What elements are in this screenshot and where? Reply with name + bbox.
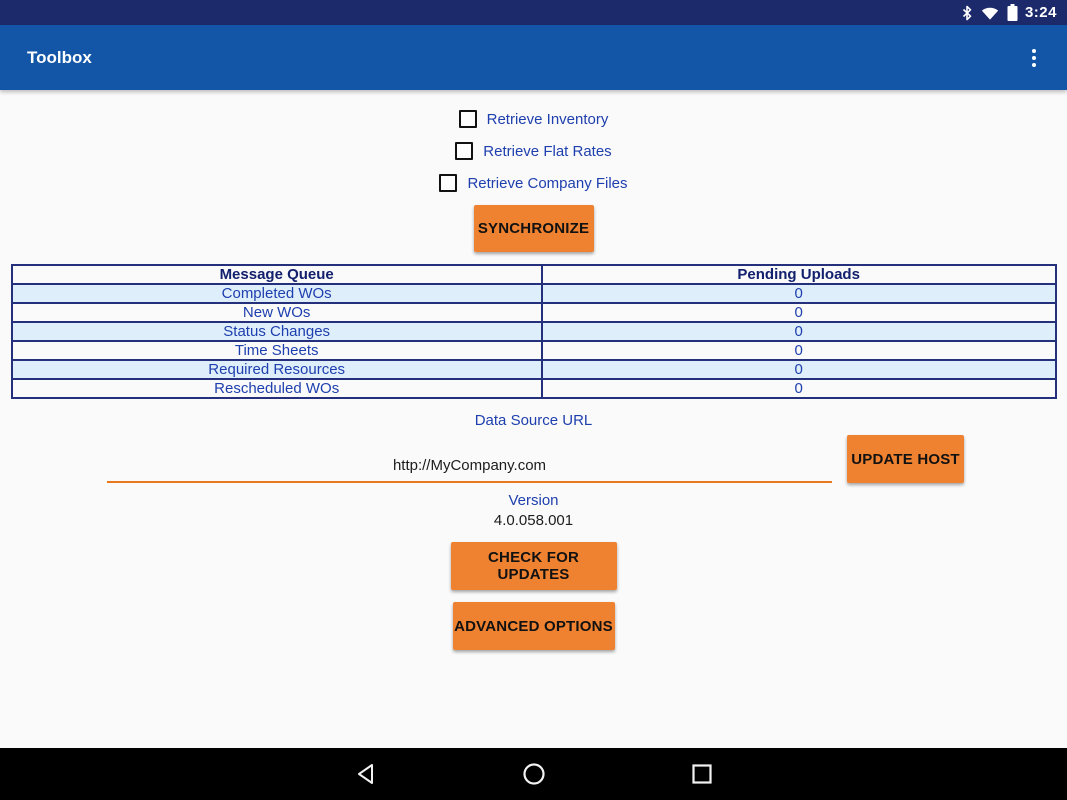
column-header-pending-uploads: Pending Uploads [542, 265, 1056, 284]
version-value: 4.0.058.001 [493, 512, 574, 529]
data-source-row [0, 435, 1067, 483]
queue-count: 0 [542, 284, 1056, 303]
table-row [12, 341, 1056, 360]
queue-count: 0 [542, 303, 1056, 322]
home-icon[interactable] [522, 762, 546, 786]
queue-label: Completed WOs [12, 284, 542, 303]
battery-icon [1007, 4, 1018, 21]
checkbox-row-retrieve-inventory [439, 110, 627, 128]
android-nav-bar [0, 748, 1067, 800]
queue-label: Status Changes [12, 322, 542, 341]
back-icon[interactable] [354, 762, 378, 786]
queue-count: 0 [542, 341, 1056, 360]
check-for-updates-button[interactable]: CHECK FOR UPDATES [451, 542, 617, 590]
version-label: Version [508, 492, 559, 509]
recents-icon[interactable] [690, 762, 714, 786]
checkbox-label[interactable]: Retrieve Inventory [486, 110, 609, 128]
queue-label: Required Resources [12, 360, 542, 379]
advanced-options-button[interactable]: ADVANCED OPTIONS [453, 602, 615, 650]
table-row [12, 379, 1056, 398]
table-row [12, 284, 1056, 303]
queue-count: 0 [542, 360, 1056, 379]
table-row [12, 303, 1056, 322]
checkbox-row-retrieve-flat-rates [439, 142, 627, 160]
synchronize-button[interactable]: SYNCHRONIZE [474, 205, 594, 252]
status-bar [0, 0, 1067, 25]
queue-label: Time Sheets [12, 341, 542, 360]
clock-time: 3:24 [1024, 4, 1057, 21]
table-row [12, 322, 1056, 341]
data-source-url-label: Data Source URL [474, 412, 593, 429]
main-content [0, 90, 1067, 748]
retrieve-inventory-checkbox[interactable] [459, 110, 477, 128]
data-source-url-input[interactable] [107, 449, 832, 483]
table-header-row [12, 265, 1056, 284]
table-row [12, 360, 1056, 379]
checkbox-row-retrieve-company-files [439, 174, 627, 192]
retrieve-company-files-checkbox[interactable] [439, 174, 457, 192]
page-title: Toolbox [27, 47, 92, 67]
bluetooth-icon [961, 5, 973, 21]
queue-count: 0 [542, 379, 1056, 398]
retrieve-flat-rates-checkbox[interactable] [455, 142, 473, 160]
checkbox-label[interactable]: Retrieve Flat Rates [483, 142, 612, 160]
app-bar [0, 25, 1067, 90]
wifi-icon [980, 5, 1000, 21]
checkbox-label[interactable]: Retrieve Company Files [467, 174, 628, 192]
message-queue-table [11, 264, 1057, 399]
queue-label: Rescheduled WOs [12, 379, 542, 398]
sync-options [439, 110, 627, 192]
overflow-menu-icon[interactable] [1019, 38, 1049, 78]
update-host-button[interactable]: UPDATE HOST [847, 435, 964, 483]
queue-count: 0 [542, 322, 1056, 341]
queue-label: New WOs [12, 303, 542, 322]
column-header-message-queue: Message Queue [12, 265, 542, 284]
